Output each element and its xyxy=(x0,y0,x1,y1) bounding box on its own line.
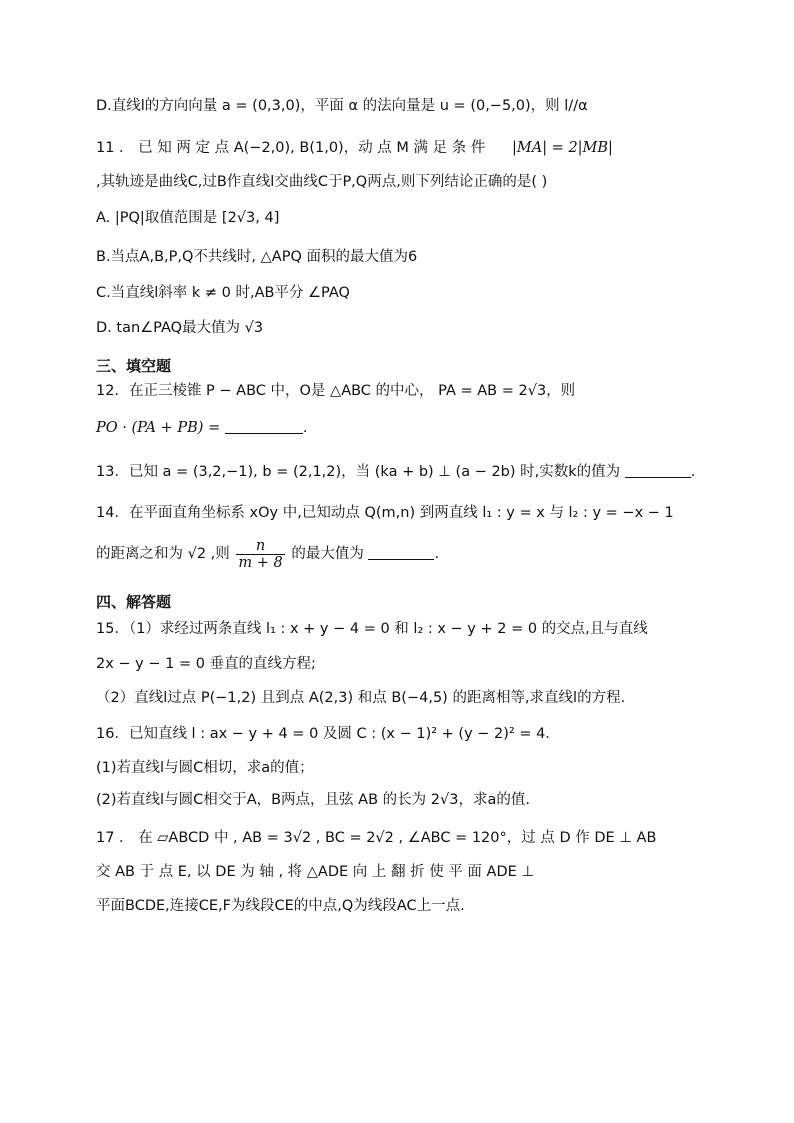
q10-option-d-text: D.直线l的方向向量 a = (0,3,0)，平面 α 的法向量是 u = (0,−5,0)，则 l//α xyxy=(96,98,588,114)
q14-fraction-denominator: m + 8 xyxy=(238,554,283,571)
q14-stem-line2: 的距离之和为 √2 ,则 $\frac{n}{m + 8}$ 的最大值为 . xyxy=(96,537,440,571)
q15-part2-text: （2）直线l过点 P(−1,2) 且到点 A(2,3) 和点 B(−4,5) 的距离相等,求直线l的方程. xyxy=(96,690,626,706)
q15-part1-text-2: 2x − y − 1 = 0 垂直的直线方程; xyxy=(96,656,316,672)
q11-option-a-text: A. |PQ|取值范围是 [2√3, 4] xyxy=(96,210,280,226)
q10-option-d xyxy=(96,96,714,116)
q11-stem-text-2: ,其轨迹是曲线C,过B作直线l交曲线C于P,Q两点,则下列结论正确的是( ) xyxy=(96,174,548,190)
q12-stem-text: 12．在正三棱锥 P − ABC 中，O是 △ABC 的中心， PA = AB = 2√3，则 xyxy=(96,383,576,399)
q12-expression-text: PO · (PA + PB) = xyxy=(96,420,221,436)
q15-part1-line2 xyxy=(96,654,714,674)
q16-part1 xyxy=(96,758,714,778)
q11-option-c-text: C.当直线l斜率 k ≠ 0 时,AB平分 ∠PAQ xyxy=(96,285,350,301)
section-solve-title: 四、解答题 xyxy=(96,593,172,611)
q11-option-d-text: D. tan∠PAQ最大值为 √3 xyxy=(96,320,264,336)
q14-fraction xyxy=(236,538,284,571)
q15-part1-text: 15．（1）求经过两条直线 l₁ : x + y − 4 = 0 和 l₂ : x − y + 2 = 0 的交点,且与直线 xyxy=(96,621,648,637)
q13-stem-text: 13．已知 a = (3,2,−1), b = (2,1,2)，当 (ka + b) ⊥ (a − 2b) 时,实数k的值为 xyxy=(96,464,621,480)
q17-line1 xyxy=(96,828,714,848)
q11-option-d xyxy=(96,318,714,338)
q15-part2 xyxy=(96,688,714,708)
q17-text-1: 17 ． 在 ▱ABCD 中 , AB = 3√2 , BC = 2√2 , ∠ABC = 120°，过 点 D 作 DE ⊥ AB xyxy=(96,830,657,846)
q14-answer-blank xyxy=(368,545,434,560)
q17-line2 xyxy=(96,862,714,882)
q13-answer-blank xyxy=(625,463,691,478)
q17-line3 xyxy=(96,896,714,916)
section-fill-in-title: 三、填空题 xyxy=(96,357,172,375)
q12-stem xyxy=(96,381,714,401)
q16-part2 xyxy=(96,790,714,810)
q11-option-c xyxy=(96,283,714,303)
q11-option-b xyxy=(96,247,714,267)
q11-stem-text: 11 ． 已 知 两 定 点 A(−2,0), B(1,0)，动 点 M 满 足 条 件 xyxy=(96,140,486,156)
q11-condition: |MA| = 2|MB| xyxy=(511,140,613,156)
q16-part1-text: (1)若直线l与圆C相切，求a的值； xyxy=(96,760,314,776)
q14-stem-text: 14．在平面直角坐标系 xOy 中,已知动点 Q(m,n) 到两直线 l₁ : y = x 与 l₂ : y = −x − 1 xyxy=(96,505,674,521)
q11-option-b-text: B.当点A,B,P,Q不共线时, △APQ 面积的最大值为6 xyxy=(96,249,418,265)
q17-text-3: 平面BCDE,连接CE,F为线段CE的中点,Q为线段AC上一点. xyxy=(96,898,465,914)
q14-stem-text-3: 的最大值为 xyxy=(291,546,364,562)
q15-part1-line1 xyxy=(96,619,714,639)
q16-part2-text: (2)若直线l与圆C相交于A，B两点，且弦 AB 的长为 2√3，求a的值. xyxy=(96,792,530,808)
q14-stem-text-2: 的距离之和为 √2 ,则 xyxy=(96,546,230,562)
q14-stem-line1 xyxy=(96,503,714,523)
q11-stem-line1 xyxy=(96,138,714,158)
q11-stem-line2 xyxy=(96,172,714,192)
q11-option-a xyxy=(96,208,714,228)
q17-text-2: 交 AB 于 点 E, 以 DE 为 轴 , 将 △ADE 向 上 翻 折 使 平 面 ADE ⊥ xyxy=(96,864,535,880)
q12-answer-blank xyxy=(225,419,303,434)
q14-fraction-numerator: n xyxy=(236,538,284,555)
q16-stem-text: 16．已知直线 l : ax − y + 4 = 0 及圆 C : (x − 1)² + (y − 2)² = 4． xyxy=(96,726,560,742)
q16-stem xyxy=(96,724,714,744)
q12-expression: PO · (PA + PB) = . xyxy=(96,420,308,436)
q13-stem: 13．已知 a = (3,2,−1), b = (2,1,2)，当 (ka + b) ⊥ (a − 2b) 时,实数k的值为 . xyxy=(96,464,696,480)
